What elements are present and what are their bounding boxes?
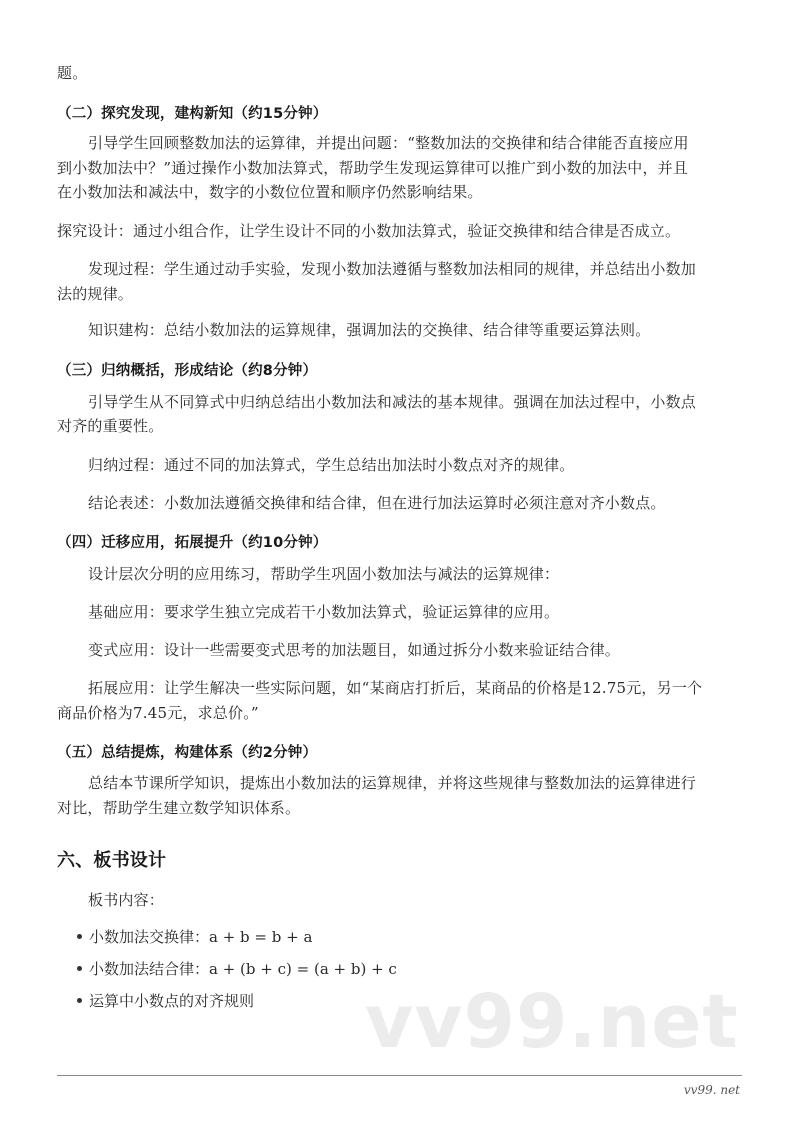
paragraph-line: 拓展应用：让学生解决一些实际问题，如“某商店打折后，某商品的价格是12.75元，另一个 <box>88 679 703 697</box>
bullet-dot-icon <box>77 966 82 971</box>
section-heading-2: （二）探究发现，建构新知（约15分钟） <box>57 106 328 122</box>
bullet-dot-icon <box>77 934 82 939</box>
footer-divider <box>57 1075 742 1076</box>
paragraph-line: 在小数加法和减法中，数字的小数位位置和顺序仍然影响结果。 <box>57 183 483 201</box>
paragraph-line: 商品价格为7.45元，求总价。” <box>57 704 259 722</box>
section-heading-4: （四）迁移应用，拓展提升（约10分钟） <box>57 535 328 551</box>
paragraph-line: 变式应用：设计一些需要变式思考的加法题目，如通过拆分小数来验证结合律。 <box>88 641 621 659</box>
paragraph-line: 引导学生回顾整数加法的运算律，并提出问题：“整数加法的交换律和结合律能否直接应用 <box>88 134 689 152</box>
paragraph-line: 引导学生从不同算式中归纳总结出小数加法和减法的基本规律。强调在加法过程中，小数点 <box>88 393 697 411</box>
bullet-item <box>77 927 312 947</box>
carryover-text: 题。 <box>57 64 88 82</box>
paragraph-line: 探究设计：通过小组合作，让学生设计不同的小数加法算式，验证交换律和结合律是否成立。 <box>57 222 681 240</box>
paragraph-line: 对齐的重要性。 <box>57 417 164 435</box>
bullet-text: 小数加法交换律：a + b = b + a <box>89 928 313 946</box>
section-heading-3: （三）归纳概括，形成结论（约8分钟） <box>57 363 318 379</box>
paragraph-line: 设计层次分明的应用练习，帮助学生巩固小数加法与减法的运算规律： <box>88 565 560 583</box>
paragraph-line: 法的规律。 <box>57 285 134 303</box>
paragraph-line: 基础应用：要求学生独立完成若干小数加法算式，验证运算律的应用。 <box>88 603 560 621</box>
bullet-item <box>77 959 397 979</box>
paragraph-line: 结论表述：小数加法遵循交换律和结合律，但在进行加法运算时必须注意对齐小数点。 <box>88 494 666 512</box>
bullet-text: 小数加法结合律：a + (b + c) = (a + b) + c <box>89 960 397 978</box>
bullet-text: 运算中小数点的对齐规则 <box>89 992 255 1010</box>
bullet-dot-icon <box>77 998 82 1003</box>
paragraph-line: 到小数加法中？”通过操作小数加法算式，帮助学生发现运算律可以推广到小数的加法中，并且 <box>57 159 689 177</box>
section-heading-5: （五）总结提炼，构建体系（约2分钟） <box>57 745 318 761</box>
paragraph-line: 发现过程：学生通过动手实验，发现小数加法遵循与整数加法相同的规律，并总结出小数加 <box>88 260 697 278</box>
footer-site-label: vv99. net <box>683 1083 740 1097</box>
paragraph-line: 总结本节课所学知识，提炼出小数加法的运算规律，并将这些规律与整数加法的运算律进行 <box>88 774 697 792</box>
paragraph-line: 归纳过程：通过不同的加法算式，学生总结出加法时小数点对齐的规律。 <box>88 456 575 474</box>
chapter-heading: 六、板书设计 <box>57 850 167 871</box>
paragraph-line: 对比，帮助学生建立数学知识体系。 <box>57 799 301 817</box>
watermark-logo: vv99.net <box>365 979 739 1065</box>
board-intro: 板书内容： <box>88 891 165 909</box>
paragraph-line: 知识建构：总结小数加法的运算规律，强调加法的交换律、结合律等重要运算法则。 <box>88 321 651 339</box>
bullet-item <box>77 991 254 1011</box>
